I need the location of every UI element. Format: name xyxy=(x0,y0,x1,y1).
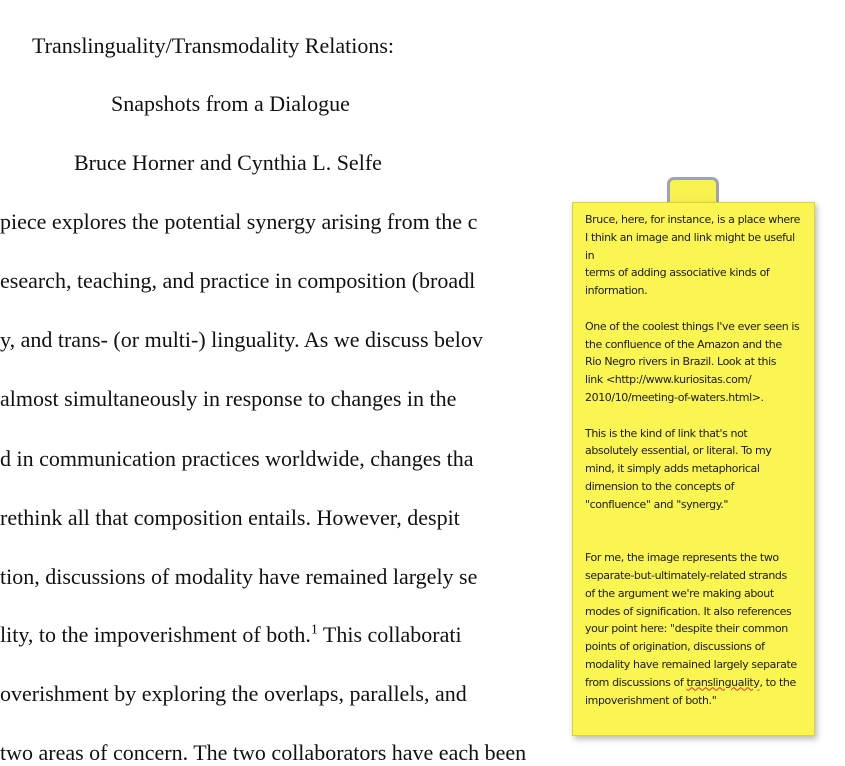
document-title-line-1: Translinguality/Transmodality Relations: xyxy=(32,33,395,58)
comment-paragraph: This is the kind of link that's not absolutely essential, or literal. To my mind, it simply adds metaphorical dimension to the concepts of "confluence" and "synergy." xyxy=(585,426,772,511)
document-authors: Bruce Horner and Cynthia L. Selfe xyxy=(74,150,382,175)
body-text-line: almost simultaneously in response to changes in the xyxy=(0,386,457,411)
body-text-line: piece explores the potential synergy arising from the c xyxy=(0,209,478,234)
comment-text-segment: , to the impoverishment of both." xyxy=(585,675,796,707)
document-title-line-2: Snapshots from a Dialogue xyxy=(111,91,350,116)
comment-paragraph: Bruce, here, for instance, is a place where I think an image and link might be useful in terms of adding associative kinds of information. xyxy=(585,213,801,298)
body-text-line: two areas of concern. The two collaborators have each been xyxy=(0,740,527,765)
comment-paragraph xyxy=(585,549,806,709)
comment-text-segment: For me, the image represents the two separate-but-ultimately-related strands of the argument we're making about modes of signification. It also references your point here: "despite their common points of origination, discussions of modality have remained largely separate from discussions of xyxy=(585,551,797,689)
comment-sticky-note[interactable] xyxy=(572,202,815,736)
body-text-segment: This collaborati xyxy=(317,622,462,647)
body-text-line: d in communication practices worldwide, changes tha xyxy=(0,446,474,471)
body-text-line: rethink all that composition entails. However, despit xyxy=(0,505,460,530)
body-text-line xyxy=(0,622,462,648)
body-text-line: esearch, teaching, and practice in composition (broadl xyxy=(0,268,476,293)
misspelled-word[interactable]: translinguality xyxy=(686,675,760,689)
body-text-line: tion, discussions of modality have remained largely se xyxy=(0,564,478,589)
comment-paragraph: One of the coolest things I've ever seen is the confluence of the Amazon and the Rio Negro rivers in Brazil. Look at this link <http://www.kuriositas.com/ 2010/10/meeting-of-waters.html>. xyxy=(585,319,800,404)
footnote-marker[interactable]: 1 xyxy=(310,622,318,638)
body-text-line: overishment by exploring the overlaps, parallels, and xyxy=(0,681,467,706)
body-text-segment: lity, to the impoverishment of both. xyxy=(0,622,311,647)
body-text-line: y, and trans- (or multi-) linguality. As we discuss belov xyxy=(0,327,483,352)
